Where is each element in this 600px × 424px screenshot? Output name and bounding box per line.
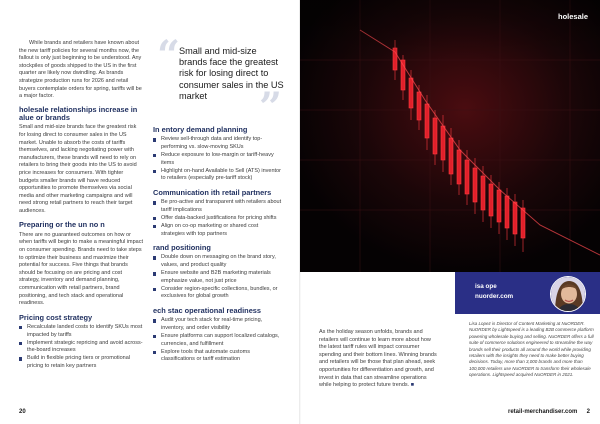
site-url: retail-merchandiser.com xyxy=(508,409,578,415)
intro-paragraph: While brands and retailers have known about the new tariff policies for several months now, the fallout is only just beginning to be understood. Any stockpiles of goods shipped to the US in the first quarter are likely now dwindling. As brands strategize production runs for 2026 and retail buyers contemplate orders for spring, tariffs will be a major factor. xyxy=(19,40,142,100)
page-gutter xyxy=(299,0,301,424)
section-heading: In entory demand planning xyxy=(153,125,248,134)
list-item: Consider region-specific collections, bundles, or exclusives for global growth xyxy=(153,286,282,301)
section-body: Small and mid-size brands face the greatest risk for losing direct to consumer sales in the US market. Unable to absorb the costs of tariffs themselves, and lacking negotiating power with manufacturers, these brands will need to rely on retailers to bring their goods into the US to avoid price increases for consumers. With tighter budgets smaller brands will have reduced opportunities to promote themselves via social media and other marketing campaigns and will need strong retail partners to reach their target audiences. xyxy=(19,124,137,214)
right-page xyxy=(300,0,600,424)
list-item: Offer data-backed justifications for pricing shifts xyxy=(153,215,282,223)
section-tag: holesale xyxy=(557,12,588,21)
bullet-list xyxy=(153,136,282,183)
section-heading: holesale relationships increase in alue or brands xyxy=(19,104,138,123)
page-number-left: 20 xyxy=(19,409,26,415)
author-bio-header xyxy=(455,272,600,314)
author-name: isa ope xyxy=(475,283,497,290)
section-heading: Pricing cost strategy xyxy=(19,312,93,322)
bullet-list xyxy=(19,324,144,371)
section-pricing xyxy=(19,314,144,371)
section-tech-stack xyxy=(153,307,282,364)
list-item: Ensure platforms can support localized catalogs, currencies, and fulfillment xyxy=(153,333,282,348)
closing-column xyxy=(319,329,439,390)
list-item: Build in flexible pricing tiers or promotional pricing to retain key partners xyxy=(19,355,144,370)
list-item: Implement strategic repricing and avoid across-the-board increases xyxy=(19,340,144,355)
section-brand-positioning xyxy=(153,244,282,301)
list-item: Review sell-through data and identify top-performing vs. slow-moving SKUs xyxy=(153,136,282,151)
section-heading: Communication ith retail partners xyxy=(153,187,272,197)
list-item: Be pro-active and transparent with retailers about tariff implications xyxy=(153,199,282,214)
list-item: Align on co-op marketing or shared cost strategies with top partners xyxy=(153,223,282,238)
portrait-icon xyxy=(551,277,586,312)
section-communication xyxy=(153,189,282,238)
author-website: nuorder.com xyxy=(475,293,514,300)
section-inventory xyxy=(153,126,282,183)
list-item: Reduce exposure to low-margin or tariff-heavy items xyxy=(153,152,282,167)
list-item: Recalculate landed costs to identify SKUs most impacted by tariffs xyxy=(19,324,144,339)
list-item: Audit your tech stack for real-time pricing, inventory, and order visibility xyxy=(153,317,282,332)
end-mark-icon: ■ xyxy=(410,382,415,389)
hero-image xyxy=(300,0,600,272)
bullet-list xyxy=(153,254,282,301)
section-body: There are no guaranteed outcomes on how or when tariffs will begin to make a meaningful impact on consumer spending. Brands need to take steps to optimize their business and maximize their potential for success. Five things that brands should be focusing on are pricing and cost strategy, inventory and demand planning, communication with retail partners, brand positioning, and tech stack and operational readiness. xyxy=(19,231,144,307)
left-column xyxy=(19,40,144,377)
list-item: Ensure website and B2B marketing materials emphasize value, not just price xyxy=(153,270,282,285)
author-bio-text: Lisa Lopez is Director of Content Marketing at NuORDER. NuORDER by Lightspeed is a leading B2B commerce platform powering wholesale buying and selling. NuORDER offers a full suite of commerce solutions engineered to streamline the way brands sell their products all around the world while providing retailers with the insights they need to make better buying decisions. Today, more than 3,000 brands and more than 100,000 retailers use NuORDER to transform their wholesale operations. Lightspeed acquired NuORDER in 2021. xyxy=(469,321,594,378)
open-quote-icon: “ xyxy=(157,32,181,79)
avatar xyxy=(550,276,586,312)
closing-paragraph: As the holiday season unfolds, brands and retailers will continue to learn more about how the latest tariff rules will impact consumer spending and their bottom lines. Winning brands and retailers will be those that plan ahead, seek opportunities for differentiation and growth, and invest in data that can streamline operations while helping to protect future trends. ■ xyxy=(319,329,437,389)
section-heading: ech stac operational readiness xyxy=(153,305,262,315)
section-heading: Preparing or the un no n xyxy=(19,220,105,230)
close-quote-icon: ” xyxy=(259,84,283,131)
stock-chart-graphic xyxy=(300,0,600,272)
section-heading: rand positioning xyxy=(153,243,211,253)
pull-quote-text: Small and mid-size brands face the greatest risk for losing direct to consumer sales in the US market xyxy=(179,46,284,101)
bullet-list xyxy=(153,317,282,364)
middle-column xyxy=(153,126,282,370)
list-item: Explore tools that automate customs classifications or tariff estimation xyxy=(153,349,282,364)
list-item: Highlight on-hand Available to Sell (ATS) inventor to retailers (especially pre-tariff stock) xyxy=(153,168,282,183)
bullet-list xyxy=(153,199,282,238)
author-bio xyxy=(455,272,600,397)
list-item: Double down on messaging on the brand story, values, and product quality xyxy=(153,254,282,269)
section-preparing xyxy=(19,221,144,307)
section-wholesale-relationships xyxy=(19,106,144,216)
page-number-right: 2 xyxy=(586,409,590,415)
